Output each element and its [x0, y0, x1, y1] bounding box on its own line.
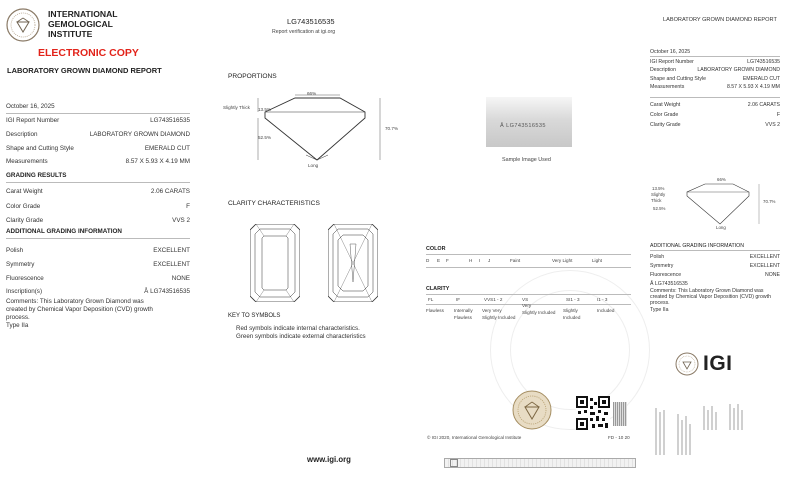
additional-row: Fluorescence NONE	[6, 275, 190, 282]
clarity-desc-if: Internally Flawless	[454, 308, 473, 320]
additional-row: Inscription(s) Å LG743516535	[6, 288, 190, 295]
electronic-copy-label: ELECTRONIC COPY	[38, 47, 139, 59]
right-detail-row: Description LABORATORY GROWN DIAMOND	[650, 67, 780, 73]
additional-row: Polish EXCELLENT	[6, 247, 190, 254]
right-report-type: LABORATORY GROWN DIAMOND REPORT	[663, 17, 777, 23]
color-light: Light	[592, 258, 602, 263]
rotated-receipt-text	[652, 400, 752, 460]
color-grade-j: J	[488, 258, 491, 263]
grading-row: Color Grade F	[6, 203, 190, 210]
color-grade-d: D	[426, 258, 430, 263]
org-line-1: INTERNATIONAL	[48, 9, 118, 19]
grading-row: Carat Weight 2.06 CARATS	[6, 188, 190, 195]
additional-row: Symmetry EXCELLENT	[6, 261, 190, 268]
right-inscription: Å LG743516535	[650, 281, 688, 287]
security-strip	[444, 458, 636, 468]
right-additional-row: Fluorescence NONE	[650, 272, 780, 278]
igi-seal-icon	[6, 8, 40, 42]
right-igi-seal-icon	[675, 352, 699, 376]
copyright-text: © IGI 2020, International Gemological Institute	[427, 435, 522, 440]
right-proportions-diagram	[665, 180, 765, 232]
clarity-code-if: IF	[456, 297, 461, 302]
key-to-symbols-title: KEY TO SYMBOLS	[228, 313, 281, 319]
color-very-light: Very Light	[552, 258, 573, 263]
right-grading-row: Color Grade F	[650, 112, 780, 118]
right-table-percent: 66%	[717, 177, 726, 182]
right-grading-row: Clarity Grade VVS 2	[650, 122, 780, 128]
clarity-desc-vvs: Very Very Slightly Included	[482, 308, 516, 320]
grading-results-title: GRADING RESULTS	[6, 172, 67, 179]
website: www.igi.org	[307, 455, 351, 464]
org-name	[48, 10, 118, 40]
grading-row: Clarity Grade VVS 2	[6, 217, 190, 224]
clarity-code-si: SI1 - 3	[566, 297, 580, 302]
key-line-2: Green symbols indicate external characteristics	[236, 333, 366, 340]
detail-row: Description LABORATORY GROWN DIAMOND	[6, 131, 190, 138]
clarity-scale-title: CLARITY	[426, 286, 450, 292]
right-detail-row: Shape and Cutting Style EMERALD CUT	[650, 76, 780, 82]
right-crown-percent: 13.5%	[652, 186, 665, 191]
qr-code-icon	[576, 396, 610, 430]
clarity-desc-i: Included	[597, 308, 615, 313]
color-grade-e: E	[437, 258, 441, 263]
proportions-title: PROPORTIONS	[228, 73, 277, 80]
form-code: FD - 10 20	[608, 435, 630, 440]
right-comments: Comments: This Laboratory Grown Diamond was created by Chemical Vapor Deposition (CVD) growth process. Type IIa	[650, 288, 771, 313]
verification-text: Report verification at igi.org	[272, 29, 336, 35]
detail-row: Measurements 8.57 X 5.93 X 4.19 MM	[6, 158, 190, 165]
report-id-header: LG743516535	[287, 17, 335, 26]
detail-row: IGI Report Number LG743516535	[6, 117, 190, 124]
clarity-code-fl: FL	[428, 297, 434, 302]
report-date: October 16, 2025	[6, 103, 55, 110]
crown-percent: 13.5%	[258, 107, 272, 112]
right-girdle-label: Slightly Thick	[651, 192, 666, 203]
color-grade-i: I	[479, 258, 481, 263]
right-detail-row: IGI Report Number LG743516535	[650, 59, 780, 65]
igi-brand-logo: IGI	[703, 352, 733, 375]
color-faint: Faint	[510, 258, 521, 263]
clarity-code-vs: VS	[522, 297, 529, 302]
emerald-bottom-plot	[328, 224, 378, 302]
emerald-top-plot	[250, 224, 300, 302]
org-line-2: GEMOLOGICAL	[48, 18, 113, 29]
strip-logo-icon	[450, 459, 458, 467]
right-date: October 16, 2025	[650, 49, 691, 55]
proportions-diagram	[220, 88, 390, 176]
culet-label: Long	[308, 163, 319, 168]
clarity-desc-fl: Flawless	[426, 308, 444, 313]
right-additional-row: Symmetry EXCELLENT	[650, 263, 780, 269]
right-depth-percent: 70.7%	[763, 199, 776, 204]
right-additional-title: ADDITIONAL GRADING INFORMATION	[650, 243, 744, 249]
igi-gold-seal-icon	[512, 390, 552, 430]
right-additional-row: Polish EXCELLENT	[650, 254, 780, 260]
clarity-desc-si: Slightly Included	[563, 308, 581, 320]
color-scale-title: COLOR	[426, 246, 446, 252]
sample-image	[486, 97, 572, 147]
depth-percent: 70.7%	[385, 126, 399, 131]
sample-caption: Sample Image Used	[502, 157, 551, 163]
clarity-desc-vs: Very Slightly Included	[522, 303, 556, 315]
right-grading-row: Carat Weight 2.06 CARATS	[650, 102, 780, 108]
org-line-3: INSTITUTE	[48, 28, 93, 39]
report-type-title: LABORATORY GROWN DIAMOND REPORT	[7, 66, 162, 75]
color-grade-h: H	[469, 258, 473, 263]
comments: Comments: This Laboratory Grown Diamond was created by Chemical Vapor Deposition (CVD) growth process. Type IIa	[6, 298, 153, 329]
key-line-1: Red symbols indicate internal characteristics.	[236, 325, 360, 332]
color-grade-f: F	[446, 258, 449, 263]
clarity-code-vvs: VVS1 - 2	[484, 297, 503, 302]
clarity-code-i: I1 - 3	[597, 297, 608, 302]
clarity-characteristics-title: CLARITY CHARACTERISTICS	[228, 200, 320, 207]
right-pavilion-percent: 52.5%	[653, 206, 666, 211]
sample-inscription: Å LG743516535	[500, 123, 546, 129]
girdle-label: Slightly Thick	[223, 105, 250, 110]
right-detail-row: Measurements 8.57 X 5.93 X 4.19 MM	[650, 84, 780, 90]
right-culet-label: Long	[716, 225, 726, 230]
table-percent: 66%	[307, 91, 317, 96]
hologram-icon	[613, 402, 627, 426]
detail-row: Shape and Cutting Style EMERALD CUT	[6, 145, 190, 152]
pavilion-percent: 52.5%	[258, 135, 272, 140]
additional-grading-title: ADDITIONAL GRADING INFORMATION	[6, 228, 122, 235]
